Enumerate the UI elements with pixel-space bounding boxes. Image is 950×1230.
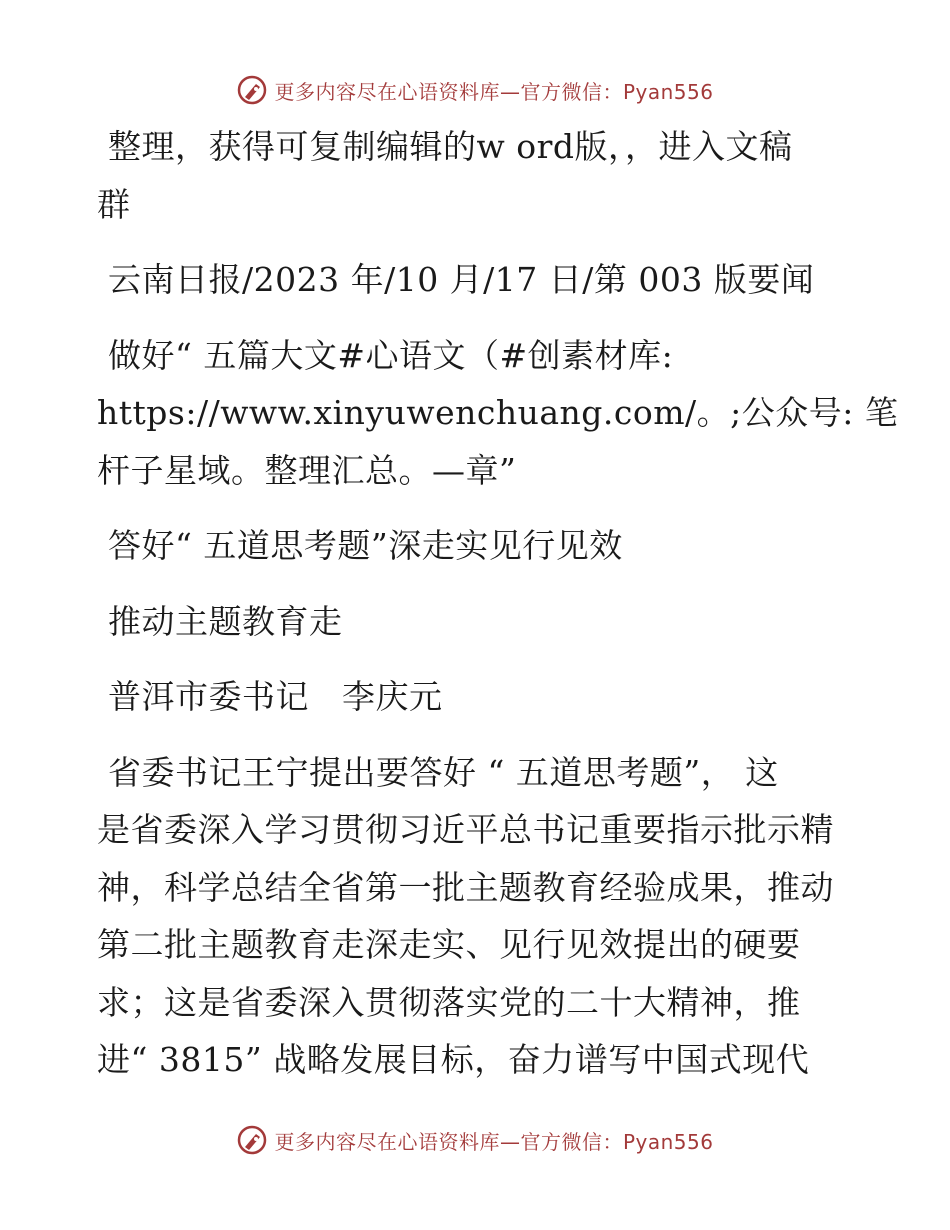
text-line: 第二批主题教育走深走实、见行见效提出的硬要 <box>97 925 801 964</box>
footer-banner <box>0 1120 950 1160</box>
paragraph-intro <box>97 118 857 233</box>
header-banner-text: 更多内容尽在心语资料库—官方微信：Pyan556 <box>274 79 714 104</box>
text-line: 做好“ 五篇大文#心语文（#创素材库: <box>97 335 674 375</box>
text-line: 求；这是省委深入贯彻落实党的二十大精神，推 <box>97 982 801 1022</box>
text-line: 省委书记王宁提出要答好 “ 五道思考题”， 这 <box>97 752 779 792</box>
text-line: 进“ 3815” 战略发展目标，奋力谱写中国式现代 <box>97 1040 810 1079</box>
paragraph-body <box>97 744 857 1089</box>
pen-nib-logo-icon <box>236 1124 268 1156</box>
text-line: 答好“ 五道思考题”深走实见行见效 <box>97 526 623 565</box>
text-line: 普洱市委书记 李庆元 <box>97 677 443 716</box>
header-banner <box>0 70 950 110</box>
paragraph-source <box>97 251 857 309</box>
text-line: 神，科学总结全省第一批主题教育经验成果，推动 <box>97 867 834 907</box>
paragraph-headline <box>97 327 899 500</box>
text-line: 是省委深入学习贯彻习近平总书记重要指示批示精 <box>97 810 834 849</box>
text-line: 云南日报/2023 年/10 月/17 日/第 003 版要闻 <box>97 260 815 299</box>
text-line: 杆子星域。整理汇总。—章” <box>97 450 517 490</box>
paragraph-author <box>97 668 857 726</box>
footer-banner-text: 更多内容尽在心语资料库—官方微信：Pyan556 <box>274 1129 714 1154</box>
text-line: 整理，获得可复制编辑的w ord版，，进入文稿 <box>97 127 793 166</box>
text-line: 群 <box>97 184 131 224</box>
paragraph-subheadline <box>97 517 857 575</box>
document-body <box>97 118 899 1089</box>
paragraph-subheadline-2 <box>97 593 857 651</box>
pen-nib-logo-icon <box>236 74 268 106</box>
text-line: https://www.xinyuwenchuang.com/。;公众号: 笔 <box>97 393 899 432</box>
text-line: 推动主题教育走 <box>97 601 343 641</box>
